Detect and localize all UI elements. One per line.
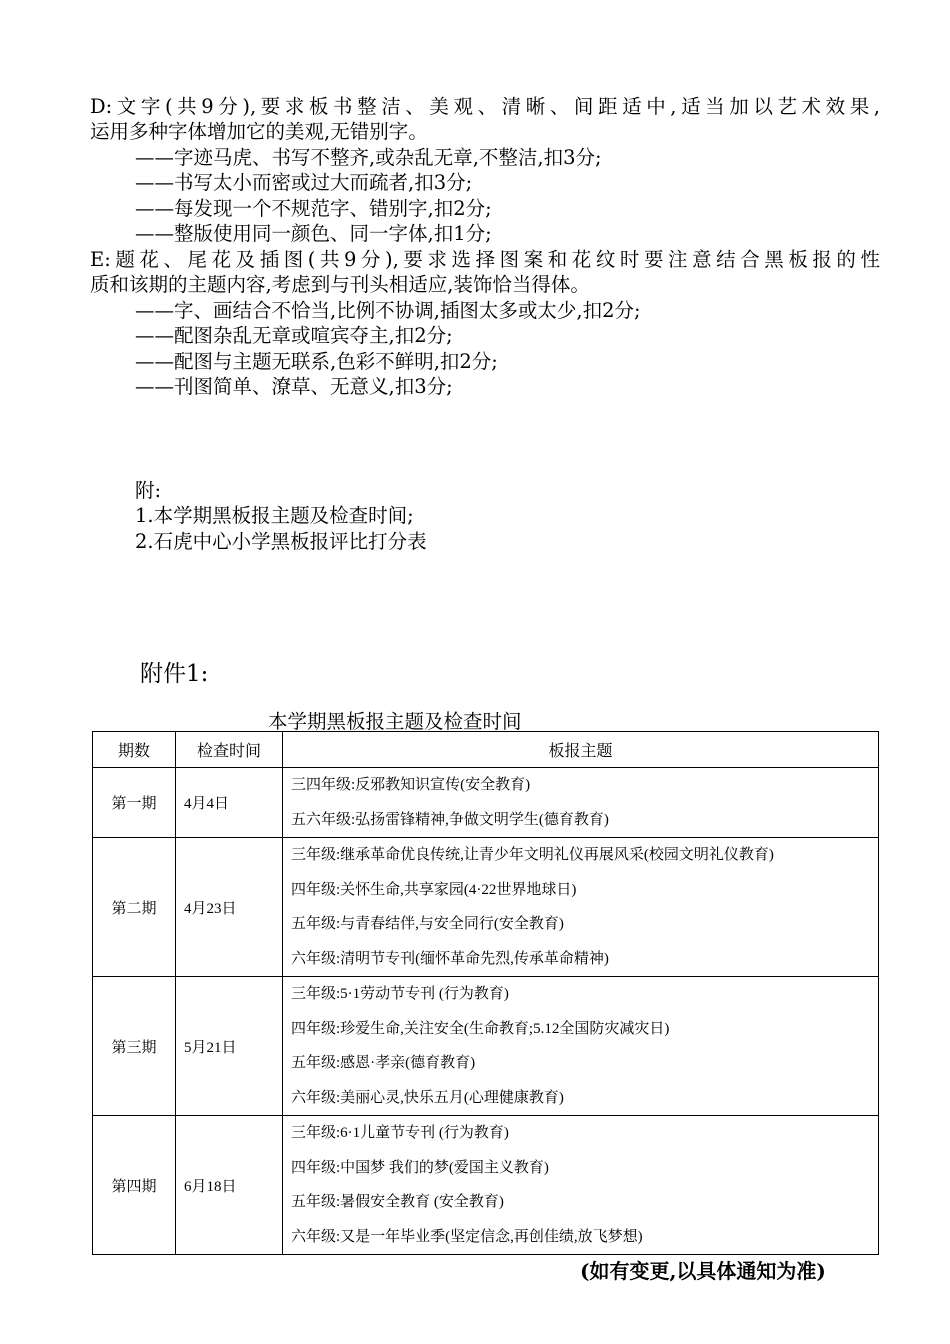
header-topic: 板报主题	[283, 732, 879, 768]
topic-line: 五年级:暑假安全教育 (安全教育)	[291, 1194, 504, 1210]
criteria-e-item: ——字、画结合不恰当,比例不协调,插图太多或太少,扣2分;	[135, 299, 641, 322]
topic-line: 六年级:又是一年毕业季(坚定信念,再创佳绩,放飞梦想)	[291, 1228, 643, 1245]
topic-line: 四年级:中国梦 我们的梦(爱国主义教育)	[291, 1159, 549, 1176]
topic-cell	[283, 977, 879, 1116]
table-row	[93, 977, 879, 1116]
period-cell: 第四期	[93, 1116, 176, 1255]
annex-label: 附件1:	[140, 661, 209, 687]
topic-cell	[283, 1116, 879, 1255]
table-row	[93, 1116, 879, 1255]
criteria-d-item: ——每发现一个不规范字、错别字,扣2分;	[135, 197, 492, 220]
topic-cell	[283, 838, 879, 977]
criteria-e-item: ——刊图简单、潦草、无意义,扣3分;	[135, 375, 453, 398]
header-date: 检查时间	[176, 732, 283, 768]
period-cell: 第二期	[93, 838, 176, 977]
criteria-e-heading: E:题花、尾花及插图(共9分),要求选择图案和花纹时要注意结合黑板报的性	[90, 248, 880, 271]
appendix-heading: 附:	[135, 479, 162, 502]
topic-line: 四年级:珍爱生命,关注安全(生命教育;5.12全国防灾减灾日)	[291, 1020, 670, 1037]
table-header-row	[93, 732, 879, 768]
criteria-d-heading-cont: 运用多种字体增加它的美观,无错别字。	[90, 120, 428, 143]
topic-line: 五六年级:弘扬雷锋精神,争做文明学生(德育教育)	[291, 811, 609, 828]
period-cell: 第三期	[93, 977, 176, 1116]
date-cell: 4月4日	[176, 768, 283, 838]
topic-line: 三年级:6·1儿童节专刊 (行为教育)	[291, 1125, 509, 1141]
topic-line: 六年级:美丽心灵,快乐五月(心理健康教育)	[291, 1089, 564, 1106]
date-cell: 6月18日	[176, 1116, 283, 1255]
criteria-d-item: ——书写太小而密或过大而疏者,扣3分;	[135, 171, 473, 194]
table-row	[93, 768, 879, 838]
topic-line: 五年级:感恩·孝亲(德育教育)	[291, 1055, 476, 1071]
date-cell: 5月21日	[176, 977, 283, 1116]
change-note: (如有变更,以具体通知为准)	[580, 1259, 826, 1283]
table-row	[93, 838, 879, 977]
period-cell: 第一期	[93, 768, 176, 838]
topic-line: 五年级:与青春结伴,与安全同行(安全教育)	[291, 916, 564, 932]
topic-cell	[283, 768, 879, 838]
header-period: 期数	[93, 732, 176, 768]
topic-line: 六年级:清明节专刊(缅怀革命先烈,传承革命精神)	[291, 950, 609, 967]
topic-line: 三年级:5·1劳动节专刊 (行为教育)	[291, 986, 509, 1002]
topic-line: 四年级:关怀生命,共享家园(4·22世界地球日)	[291, 881, 577, 898]
appendix-item: 1.本学期黑板报主题及检查时间;	[135, 504, 414, 527]
criteria-e-heading-cont: 质和该期的主题内容,考虑到与刊头相适应,装饰恰当得体。	[90, 273, 590, 296]
appendix-item: 2.石虎中心小学黑板报评比打分表	[135, 530, 427, 553]
table-title: 本学期黑板报主题及检查时间	[268, 710, 522, 733]
schedule-table	[92, 731, 879, 1255]
criteria-d-item: ——整版使用同一颜色、同一字体,扣1分;	[135, 222, 492, 245]
criteria-d-heading: D:文字(共9分),要求板书整洁、美观、清晰、间距适中,适当加以艺术效果,	[90, 95, 880, 118]
topic-line: 三四年级:反邪教知识宣传(安全教育)	[291, 777, 531, 793]
criteria-e-item: ——配图杂乱无章或喧宾夺主,扣2分;	[135, 324, 453, 347]
criteria-e-item: ——配图与主题无联系,色彩不鲜明,扣2分;	[135, 350, 498, 373]
topic-line: 三年级:继承革命优良传统,让青少年文明礼仪再展风采(校园文明礼仪教育)	[291, 847, 774, 863]
date-cell: 4月23日	[176, 838, 283, 977]
criteria-d-item: ——字迹马虎、书写不整齐,或杂乱无章,不整洁,扣3分;	[135, 146, 602, 169]
